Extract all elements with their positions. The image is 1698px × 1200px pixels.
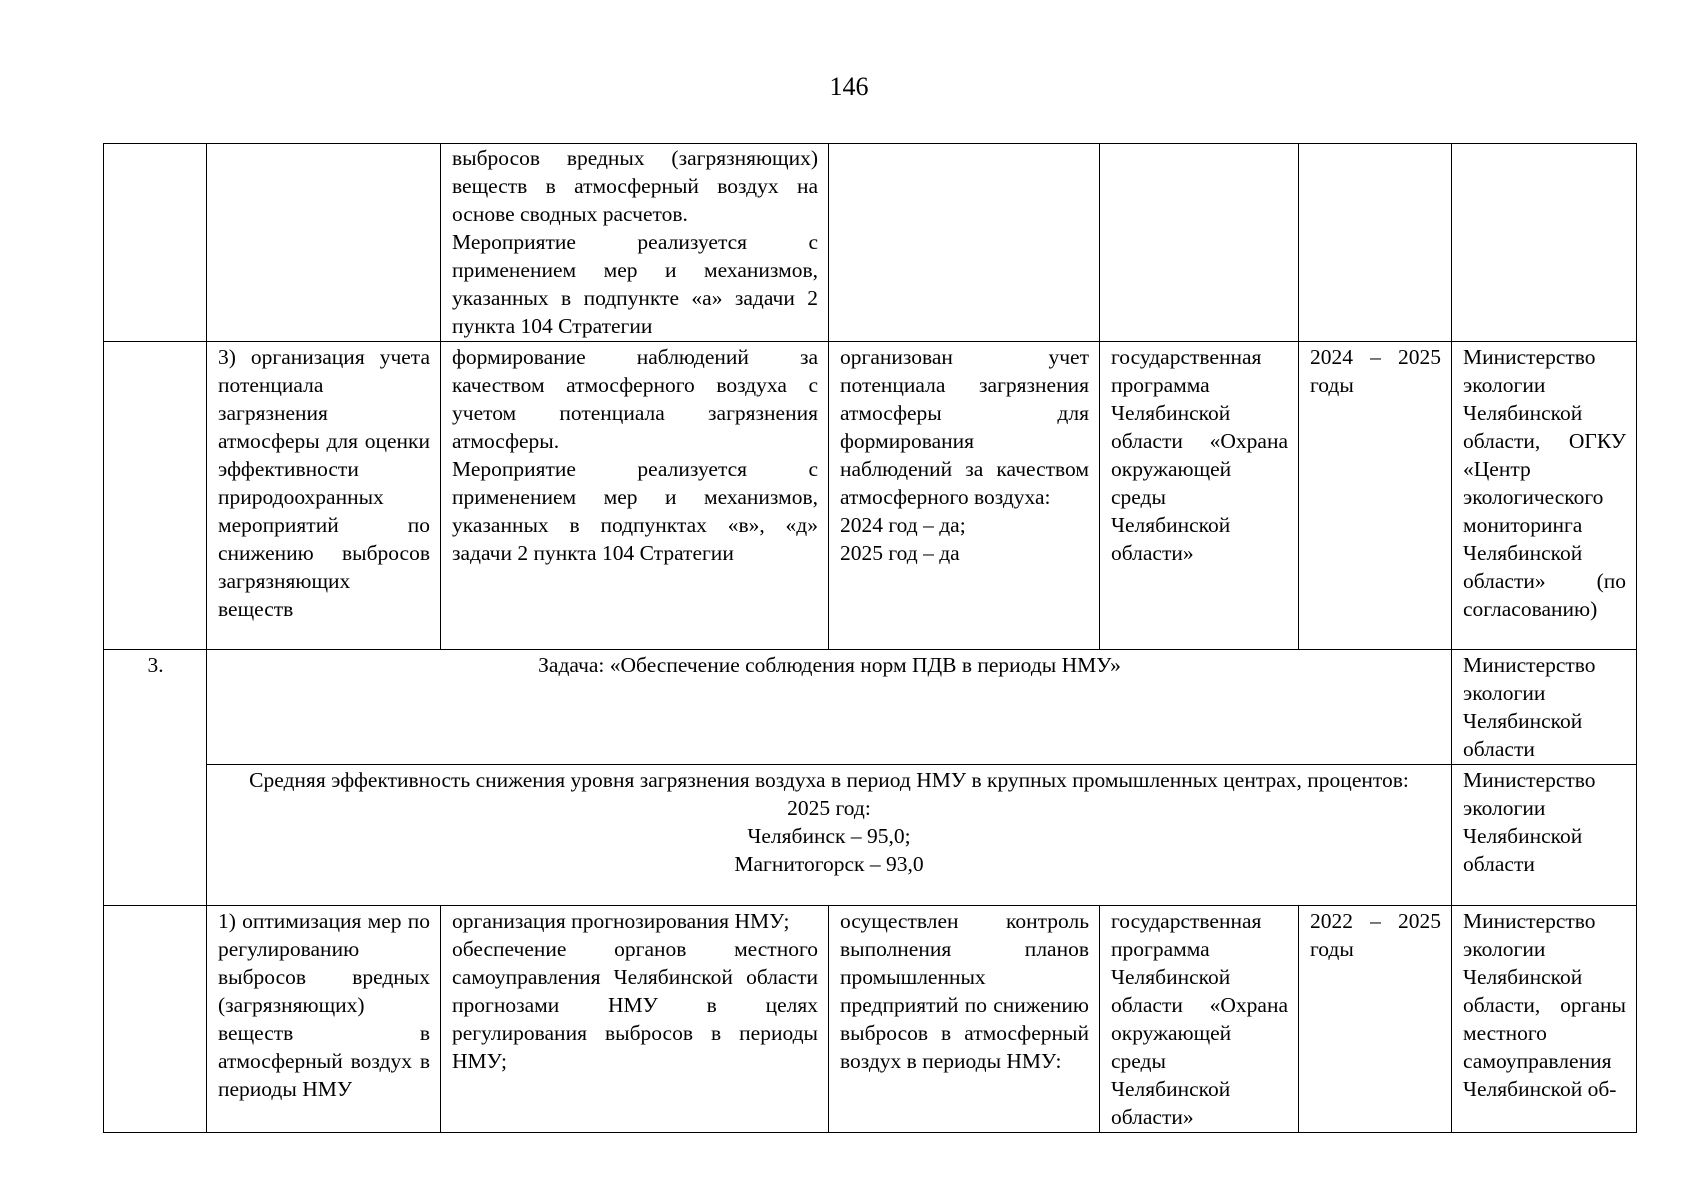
measure-text: обеспечение органов местного самоуправления Челябинской области прогнозами НМУ в целях регулирования выбросов в периоды НМУ; — [452, 937, 818, 1073]
result-cell — [829, 342, 1100, 650]
result-text: 2024 год – да; — [840, 513, 966, 537]
responsible-cell: Министерство экологии Челябинской области — [1452, 765, 1637, 906]
source-cell — [1100, 144, 1299, 342]
measure-cell — [441, 144, 829, 342]
measure-cell — [441, 342, 829, 650]
responsible-cell: Министерство экологии Челябинской области — [1452, 650, 1637, 765]
period-cell: 2024 – 2025 годы — [1299, 342, 1452, 650]
measure-cell — [441, 906, 829, 1133]
task-number: 3. — [104, 650, 207, 906]
table-row-indicator — [104, 765, 1637, 906]
indicator-text: Челябинск – 95,0; — [747, 824, 911, 848]
result-cell: осуществлен контроль выполнения планов промышленных предприятий по снижению выбросов в атмосферный воздух в периоды НМУ: — [829, 906, 1100, 1133]
result-text: 2025 год – да — [840, 541, 960, 565]
result-cell — [829, 144, 1100, 342]
number-cell — [104, 342, 207, 650]
measure-text: Мероприятие реализуется с применением мер и механизмов, указанных в подпунктах «в», «д» задачи 2 пункта 104 Стратегии — [452, 457, 818, 565]
table-row-task-3 — [104, 650, 1637, 765]
table-row-item-3 — [104, 342, 1637, 650]
action-plan-table — [103, 143, 1637, 1133]
name-cell: 3) организация учета потенциала загрязнения атмосферы для оценки эффективности природоохранных мероприятий по снижению выбросов загрязняющих веществ — [207, 342, 441, 650]
indicator-text: Средняя эффективность снижения уровня загрязнения воздуха в период НМУ в крупных промышленных центрах, процентов: — [249, 768, 1409, 792]
name-cell — [207, 144, 441, 342]
responsible-cell: Министерство экологии Челябинской области, органы местного самоуправления Челябинской об- — [1452, 906, 1637, 1133]
name-cell: 1) оптимизация мер по регулированию выбросов вредных (загрязняющих) веществ в атмосферный воздух в периоды НМУ — [207, 906, 441, 1133]
task-title: Задача: «Обеспечение соблюдения норм ПДВ в периоды НМУ» — [207, 650, 1452, 765]
measure-text: организация прогнозирования НМУ; — [452, 909, 790, 933]
table-row-continuation — [104, 144, 1637, 342]
indicator-text: Магнитогорск – 93,0 — [734, 852, 924, 876]
measure-text: формирование наблюдений за качеством атмосферного воздуха с учетом потенциала загрязнения атмосферы. — [452, 345, 818, 453]
source-cell: государственная программа Челябинской области «Охрана окружающей среды Челябинской области» — [1100, 342, 1299, 650]
period-cell — [1299, 144, 1452, 342]
indicator-cell — [207, 765, 1452, 906]
indicator-text: 2025 год: — [787, 796, 871, 820]
measure-text: выбросов вредных (загрязняющих) веществ в атмосферный воздух на основе сводных расчетов. — [452, 146, 818, 226]
result-text: организован учет потенциала загрязнения атмосферы для формирования наблюдений за качеством атмосферного воздуха: — [840, 345, 1089, 509]
table-row-item-1 — [104, 906, 1637, 1133]
source-cell: государственная программа Челябинской области «Охрана окружающей среды Челябинской области» — [1100, 906, 1299, 1133]
number-cell — [104, 144, 207, 342]
number-cell — [104, 906, 207, 1133]
measure-text: Мероприятие реализуется с применением мер и механизмов, указанных в подпункте «а» задачи 2 пункта 104 Стратегии — [452, 230, 818, 338]
page-number: 146 — [829, 72, 869, 101]
responsible-cell — [1452, 144, 1637, 342]
period-cell: 2022 – 2025 годы — [1299, 906, 1452, 1133]
responsible-cell: Министерство экологии Челябинской области, ОГКУ «Центр экологического мониторинга Челябинской области» (по согласованию) — [1452, 342, 1637, 650]
